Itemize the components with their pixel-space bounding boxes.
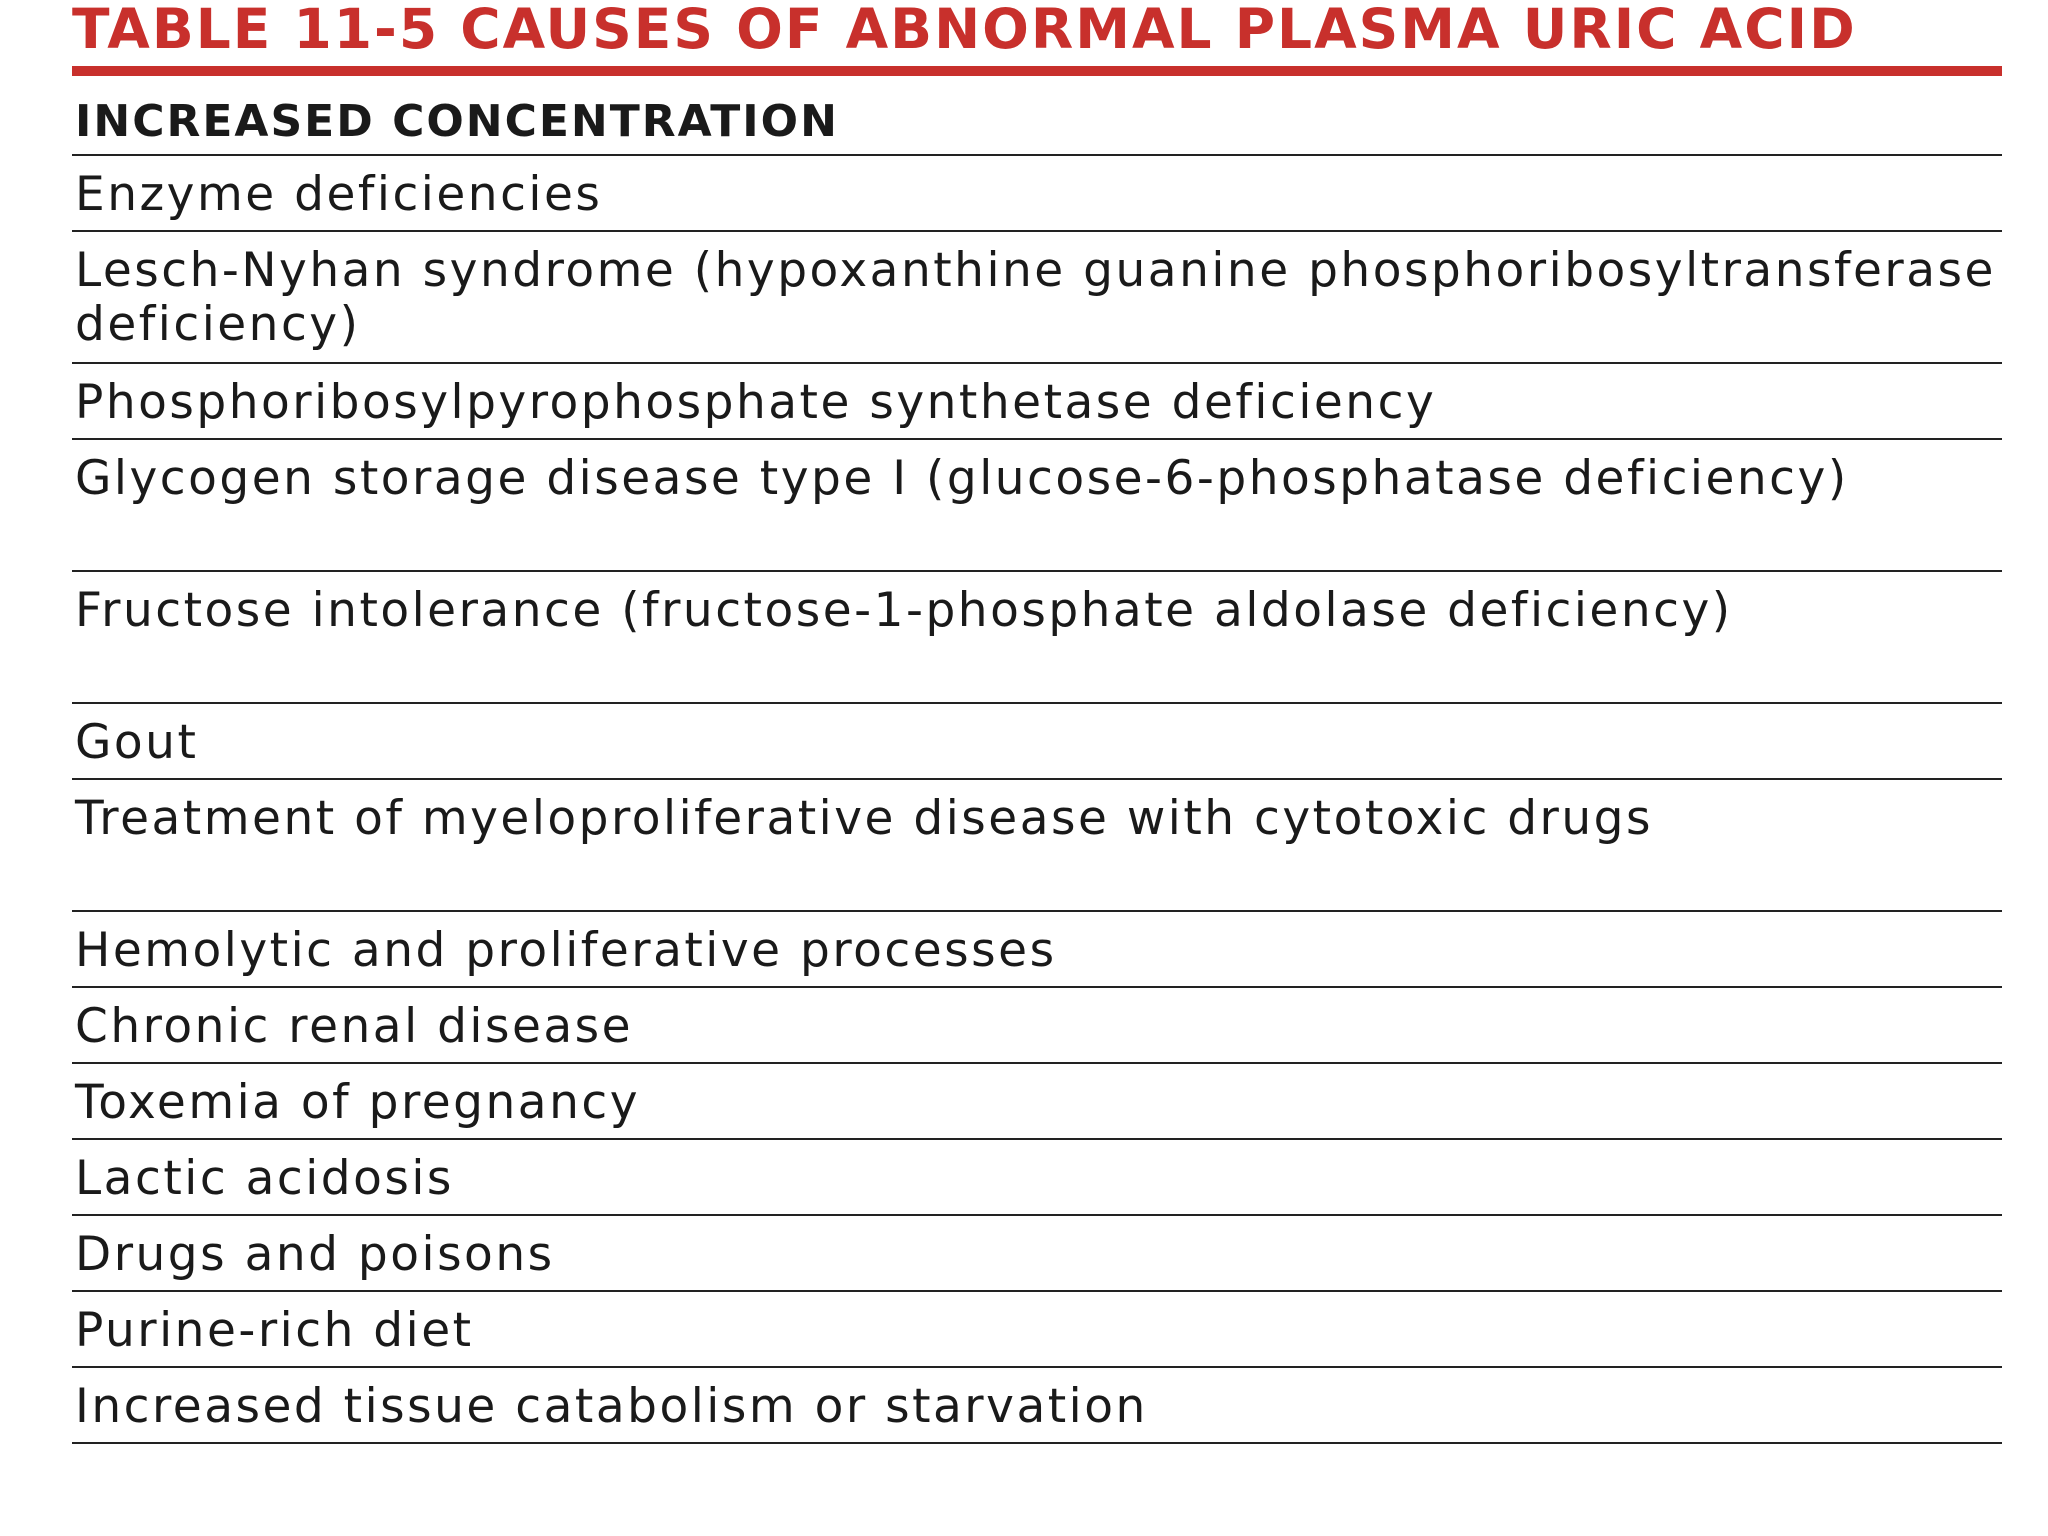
- table-row: Chronic renal disease: [72, 988, 2002, 1064]
- table-rows: [72, 156, 2002, 1444]
- table-row: Lesch-Nyhan syndrome (hypoxanthine guanine phosphoribosyltransferase deficiency): [72, 232, 2002, 364]
- table-row: Glycogen storage disease type I (glucose-6-phosphatase deficiency): [72, 440, 2002, 572]
- section-header: INCREASED CONCENTRATION: [72, 76, 2002, 156]
- table-row: Phosphoribosylpyrophosphate synthetase deficiency: [72, 364, 2002, 440]
- table-row: Increased tissue catabolism or starvation: [72, 1368, 2002, 1444]
- table-row: Gout: [72, 704, 2002, 780]
- table-row: Purine-rich diet: [72, 1292, 2002, 1368]
- table-row: Lactic acidosis: [72, 1140, 2002, 1216]
- table-row: Enzyme deficiencies: [72, 156, 2002, 232]
- table-row: Treatment of myeloproliferative disease with cytotoxic drugs: [72, 780, 2002, 912]
- table-title: TABLE 11-5 CAUSES OF ABNORMAL PLASMA URIC ACID: [72, 0, 1857, 61]
- table-row: Fructose intolerance (fructose-1-phosphate aldolase deficiency): [72, 572, 2002, 704]
- table-row: Toxemia of pregnancy: [72, 1064, 2002, 1140]
- table-row: Drugs and poisons: [72, 1216, 2002, 1292]
- document: [72, 0, 2002, 1444]
- title-rule: [72, 66, 2002, 76]
- table-row: Hemolytic and proliferative processes: [72, 912, 2002, 988]
